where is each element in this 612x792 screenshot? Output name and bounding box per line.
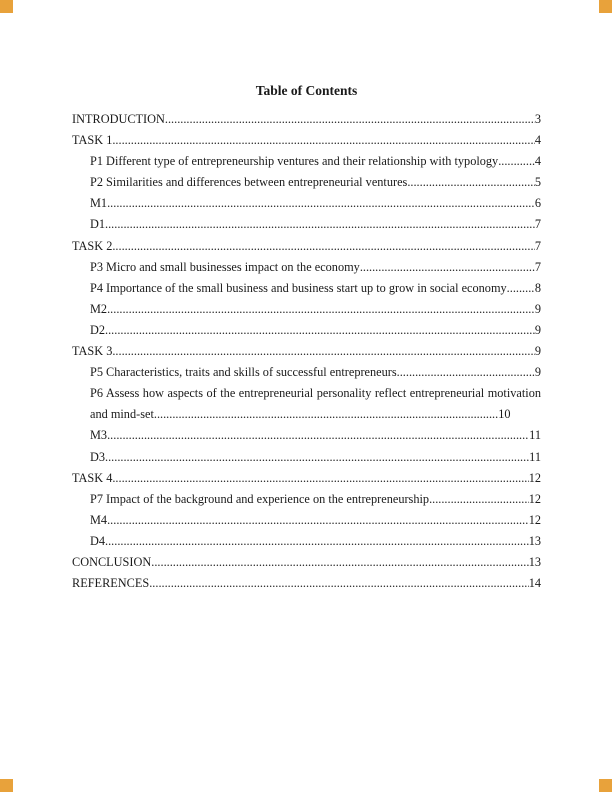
toc-entry-leader-dots <box>107 299 535 320</box>
toc-entry-leader-dots <box>112 341 534 362</box>
toc-entry-page-number: 12 <box>528 512 541 527</box>
toc-entry <box>72 151 541 172</box>
toc-entry-label: M1 <box>90 196 108 211</box>
toc-entry-page-number: 14 <box>528 576 541 591</box>
toc-entry-leader-dots <box>105 320 535 341</box>
page-title: Table of Contents <box>255 83 358 98</box>
toc-entry <box>72 299 541 320</box>
toc-entry-page-number: 4 <box>534 154 541 169</box>
toc-entry-label: TASK 1 <box>72 133 113 148</box>
toc-entry-page-number: 11 <box>529 449 541 464</box>
toc-entry-page-number: 11 <box>529 428 541 443</box>
toc-entry-leader-dots <box>149 573 528 594</box>
toc-entry <box>72 468 541 489</box>
toc-entry-label: D2 <box>90 322 106 337</box>
corner-accent-top-left <box>0 0 13 13</box>
toc-entry-page-number: 6 <box>534 196 541 211</box>
toc-entry-leader-dots <box>151 552 528 573</box>
corner-accent-top-right <box>599 0 612 13</box>
toc-entry-label: P7 Impact of the background and experience on the entrepreneurship <box>90 491 430 506</box>
toc-entry-page-number: 9 <box>534 365 541 380</box>
toc-entry-page-number: 8 <box>534 280 541 295</box>
toc-entry-label: P4 Importance of the small business and business start up to grow in social economy <box>90 280 507 295</box>
toc-entry-leader-dots: ................................................................................................................ <box>153 407 499 422</box>
toc-entry-label: P3 Micro and small businesses impact on the economy <box>90 259 360 274</box>
toc-entry <box>72 130 541 151</box>
toc-entry-leader-dots <box>112 236 534 257</box>
toc-entry-label: M3 <box>90 428 108 443</box>
toc-entry-page-number: 9 <box>534 322 541 337</box>
toc-entry-page-number: 9 <box>534 301 541 316</box>
toc-entry-leader-dots <box>112 468 528 489</box>
toc-entry <box>72 531 541 552</box>
toc-entry-leader-dots <box>105 531 529 552</box>
toc-entry-page-number: 12 <box>528 491 541 506</box>
toc-entry-leader-dots <box>498 151 535 172</box>
toc-entry-leader-dots <box>360 257 535 278</box>
toc-entry <box>72 573 541 594</box>
toc-entry-label: D3 <box>90 449 106 464</box>
toc-entry-leader-dots <box>107 425 529 446</box>
toc-entry-page-number: 9 <box>534 344 541 359</box>
toc-entry-label: TASK 4 <box>72 470 113 485</box>
toc-entry <box>72 320 541 341</box>
toc-entry <box>72 341 541 362</box>
toc-entry-label: D1 <box>90 217 106 232</box>
toc-entry <box>72 109 541 130</box>
toc-entry-page-number: 4 <box>534 133 541 148</box>
toc-entry <box>72 489 541 510</box>
toc-entry <box>72 552 541 573</box>
toc-entry-page-number: 7 <box>534 217 541 232</box>
toc-entry-leader-dots <box>105 447 529 468</box>
toc-entry-leader-dots <box>407 172 535 193</box>
toc-entry <box>72 383 541 425</box>
toc-entry <box>72 236 541 257</box>
toc-entry-page-number: 13 <box>528 554 541 569</box>
toc-entry-page-number: 13 <box>528 533 541 548</box>
toc-entry-leader-dots <box>165 109 535 130</box>
corner-accent-bottom-left <box>0 779 13 792</box>
toc-entry <box>72 510 541 531</box>
toc-entry-label: P1 Different type of entrepreneurship ventures and their relationship with typology <box>90 154 499 169</box>
toc-entry-label: INTRODUCTION <box>72 112 165 126</box>
toc-entry-label: P6 Assess how aspects of the entrepreneurial personality reflect entrepreneurial motivation and mind-set <box>90 386 541 422</box>
toc-entry-page-number: 7 <box>534 238 541 253</box>
toc-entry-leader-dots <box>397 362 535 383</box>
page-content <box>72 82 541 594</box>
toc-entry-page-number: 10 <box>498 407 511 422</box>
toc-entry-label: TASK 2 <box>72 238 113 253</box>
toc-entry-leader-dots <box>107 510 529 531</box>
toc-entry <box>72 172 541 193</box>
toc-entry-label: P5 Characteristics, traits and skills of successful entrepreneurs <box>90 365 397 380</box>
toc-entry-leader-dots <box>107 193 535 214</box>
toc-entry-page-number: 3 <box>534 112 541 126</box>
toc-entry <box>72 278 541 299</box>
toc-entry <box>72 447 541 468</box>
toc-entry-page-number: 5 <box>534 175 541 190</box>
toc-entry-page-number: 7 <box>534 259 541 274</box>
toc-entry <box>72 362 541 383</box>
toc-entry-label: M2 <box>90 301 108 316</box>
toc-entry <box>72 257 541 278</box>
toc-list <box>72 109 541 594</box>
toc-entry-label: P2 Similarities and differences between entrepreneurial ventures <box>90 175 408 190</box>
toc-entry-label: REFERENCES <box>72 576 150 591</box>
toc-entry-leader-dots <box>105 214 535 235</box>
toc-entry-leader-dots <box>429 489 529 510</box>
toc-entry-label: TASK 3 <box>72 344 113 359</box>
toc-entry <box>72 214 541 235</box>
toc-entry <box>72 425 541 446</box>
corner-accent-bottom-right <box>599 779 612 792</box>
toc-entry-label: CONCLUSION <box>72 554 152 569</box>
toc-entry-leader-dots <box>507 278 535 299</box>
toc-entry-label: M4 <box>90 512 108 527</box>
toc-entry <box>72 193 541 214</box>
toc-entry-leader-dots <box>112 130 534 151</box>
toc-entry-label: D4 <box>90 533 106 548</box>
toc-entry-page-number: 12 <box>528 470 541 485</box>
